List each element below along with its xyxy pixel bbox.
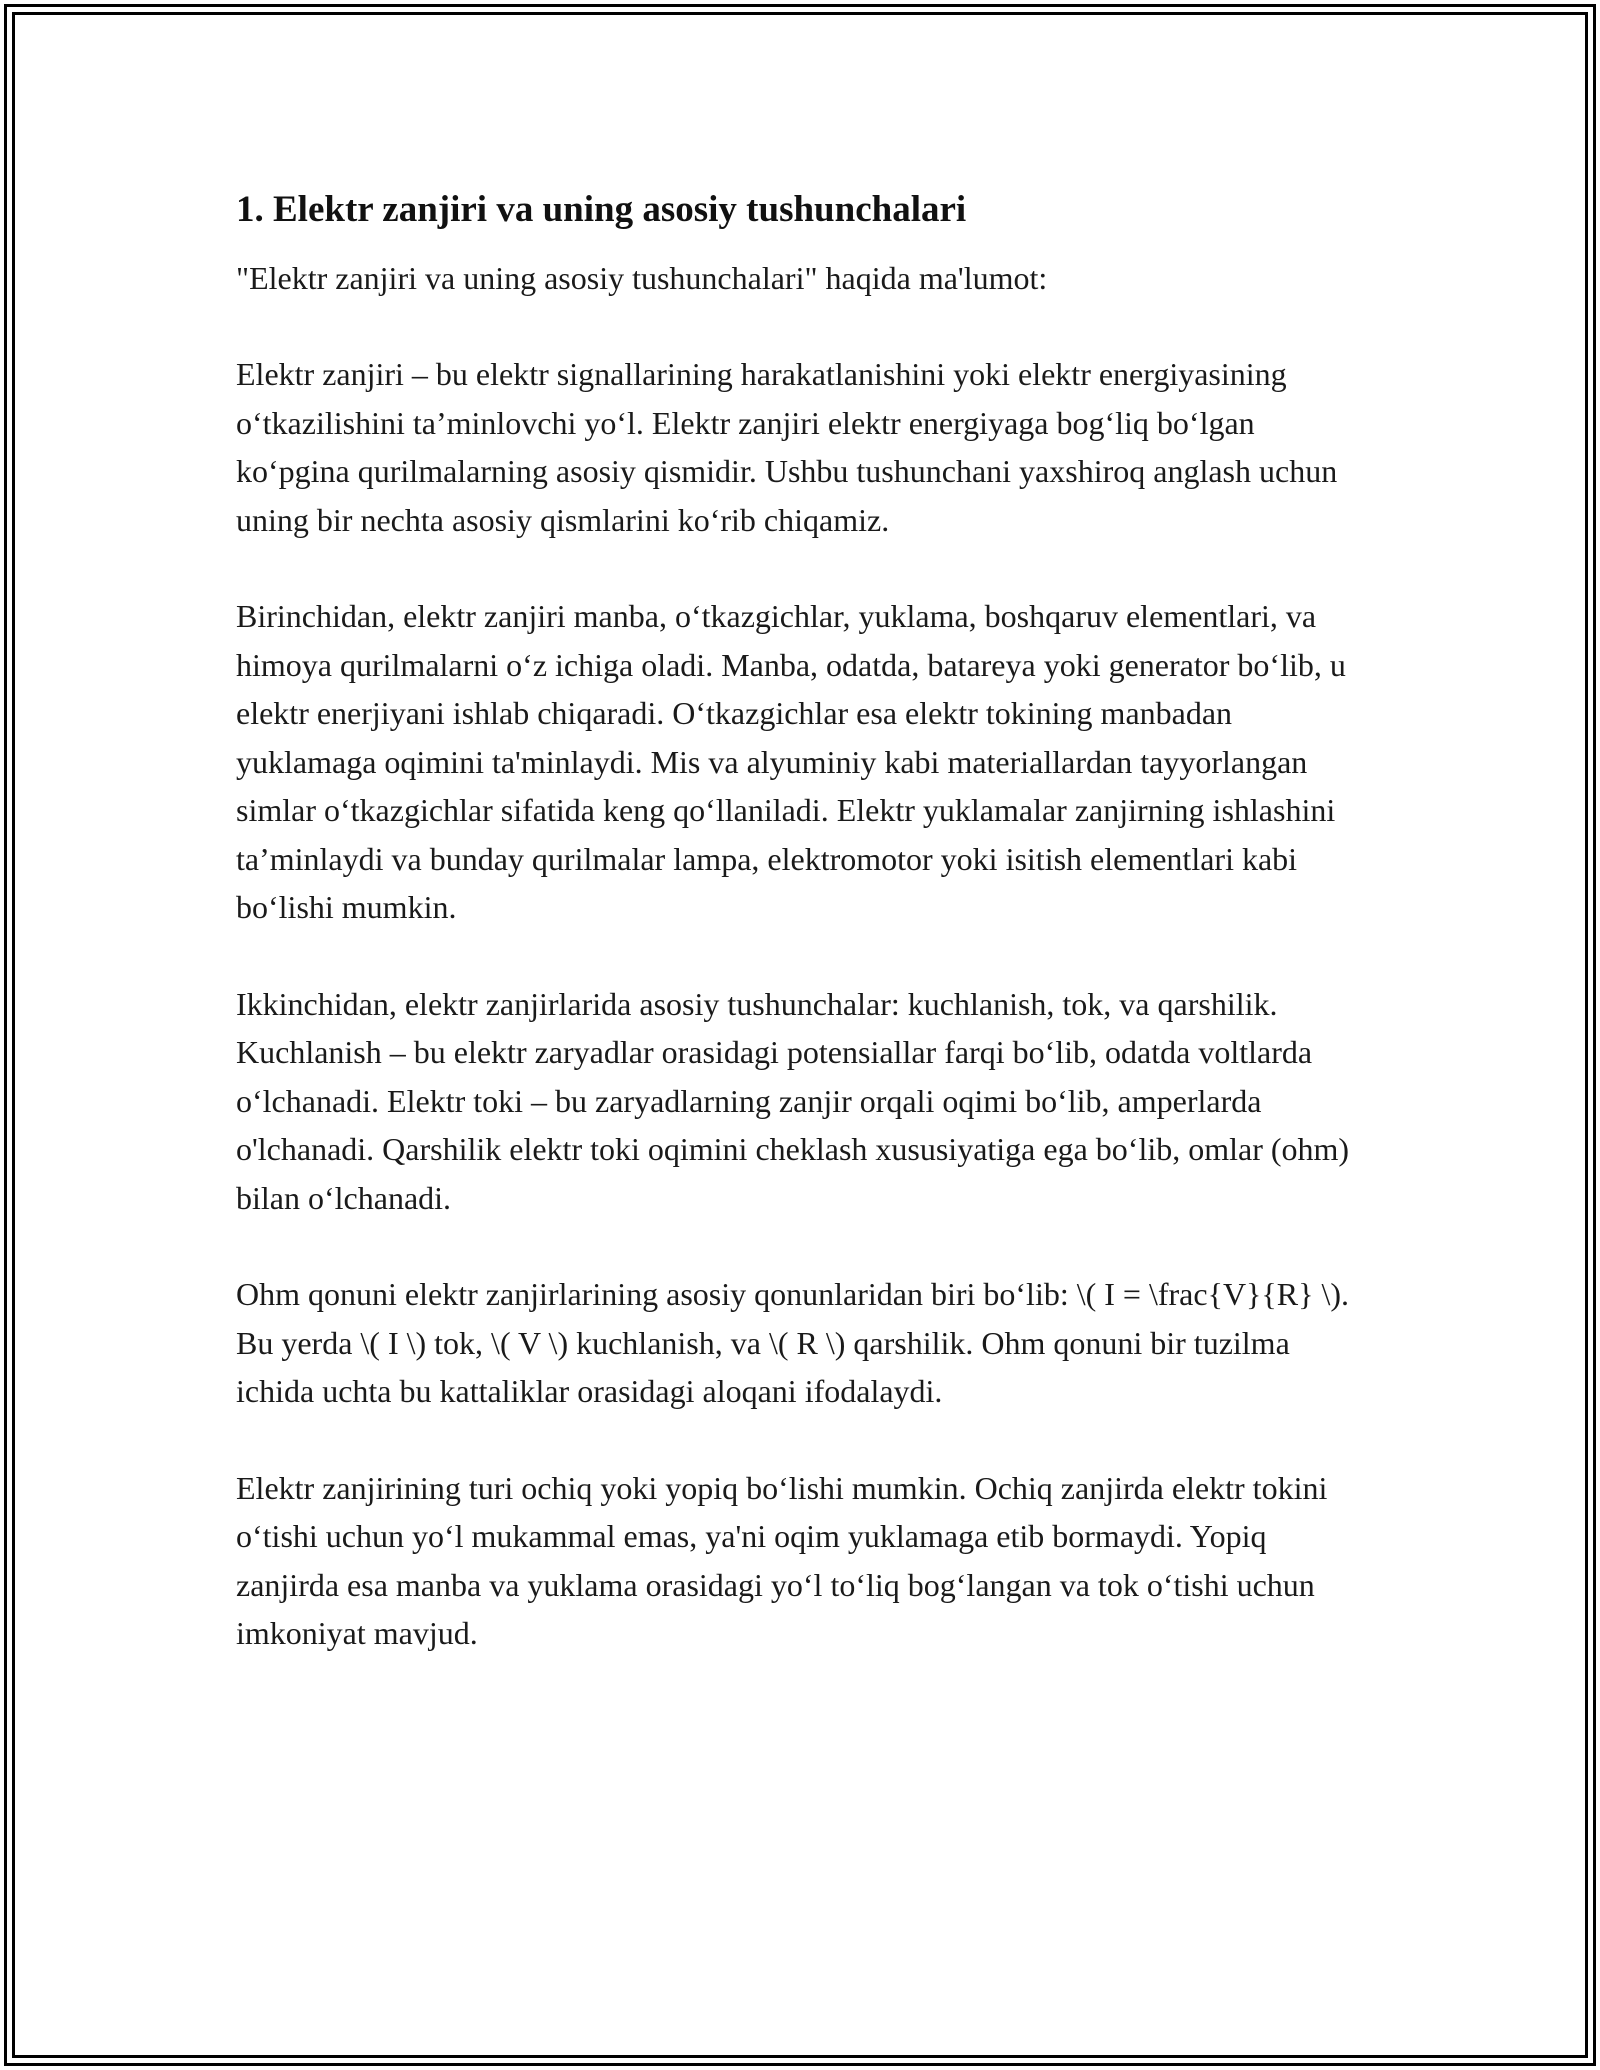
paragraph-circuit-types: Elektr zanjirining turi ochiq yoki yopiq bo‘lishi mumkin. Ochiq zanjirda elektr tokini o‘tishi uchun yo‘l mukammal emas, ya'ni oqim yuklamaga etib bormaydi. Yopiq zanjirda esa manba va yuklama orasidagi yo‘l to‘liq bog‘langan va tok o‘tishi uchun imkoniyat mavjud. xyxy=(236,1469,1328,1652)
document-title: 1. Elektr zanjiri va uning asosiy tushunchalari xyxy=(236,189,967,230)
paragraph-ohms-law: Ohm qonuni elektr zanjirlarining asosiy qonunlaridan biri bo‘lib: \( I = \frac{V}{R} \). Bu yerda \( I \) tok, \( V \) kuchlanish, va \( R \) qarshilik. Ohm qonuni bir tuzilma ichida uchta bu kattaliklar orasidagi aloqani ifodalaydi. xyxy=(236,1276,1350,1410)
document-intro: "Elektr zanjiri va uning asosiy tushunchalari" haqida ma'lumot: xyxy=(236,260,1048,297)
document-body xyxy=(236,186,1366,1658)
paragraph-definition: Elektr zanjiri – bu elektr signallarining harakatlanishini yoki elektr energiyasining o‘tkazilishini ta’minlovchi yo‘l. Elektr zanjiri elektr energiyaga bog‘liq bo‘lgan ko‘pgina qurilmalarning asosiy qismidir. Ushbu tushunchani yaxshiroq anglash uchun uning bir nechta asosiy qismlarini ko‘rib chiqamiz. xyxy=(236,356,1338,538)
paragraph-concepts: Ikkinchidan, elektr zanjirlarida asosiy tushunchalar: kuchlanish, tok, va qarshilik. Kuchlanish – bu elektr zaryadlar orasidagi potensiallar farqi bo‘lib, odatda voltlarda o‘lchanadi. Elektr toki – bu zaryadlarning zanjir orqali oqimi bo‘lib, amperlarda o'lchanadi. Qarshilik elektr toki oqimini cheklash xususiyatiga ega bo‘lib, omlar (ohm) bilan o‘lchanadi. xyxy=(236,985,1350,1216)
paragraph-components: Birinchidan, elektr zanjiri manba, o‘tkazgichlar, yuklama, boshqaruv elementlari, va himoya qurilmalarni o‘z ichiga oladi. Manba, odatda, batareya yoki generator bo‘lib, u elektr enerjiyani ishlab chiqaradi. O‘tkazgichlar esa elektr tokining manbadan yuklamaga oqimini ta'minlaydi. Mis va alyuminiy kabi materiallardan tayyorlangan simlar o‘tkazgichlar sifatida keng qo‘llaniladi. Elektr yuklamalar zanjirning ishlashini ta’minlaydi va bunday qurilmalar lampa, elektromotor yoki isitish elementlari kabi bo‘lishi mumkin. xyxy=(236,598,1346,926)
